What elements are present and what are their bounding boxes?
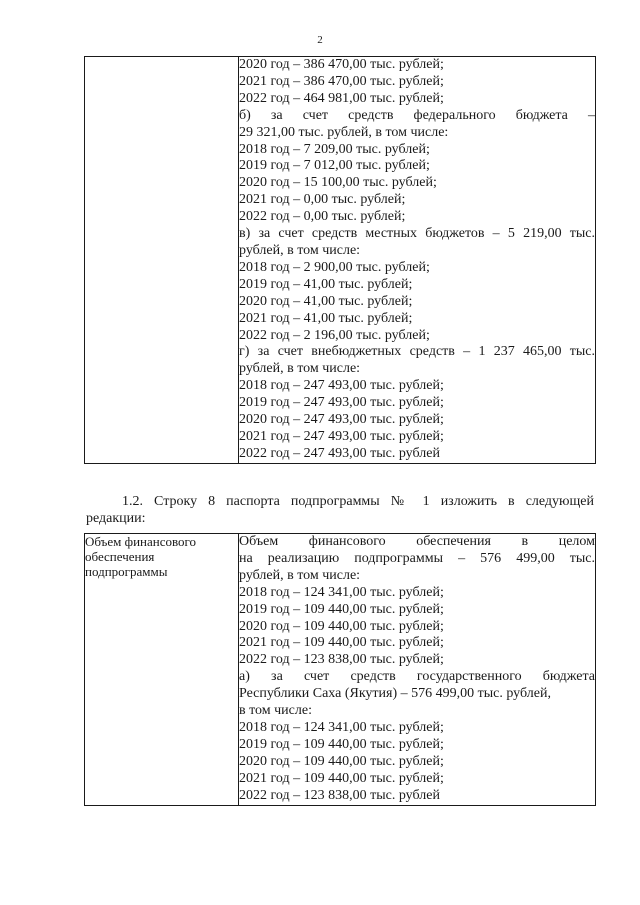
funding-line: рублей, в том числе: [239,242,361,258]
funding-line: 2022 год – 2 196,00 тыс. рублей; [239,327,430,343]
funding-line: 2020 год – 41,00 тыс. рублей; [239,293,413,309]
funding-line: 2020 год – 109 440,00 тыс. рублей; [239,753,444,769]
funding-line: 2020 год – 109 440,00 тыс. рублей; [239,618,444,634]
funding-details-cell [239,534,596,806]
funding-line: 2019 год – 247 493,00 тыс. рублей; [239,395,444,411]
funding-line: 2022 год – 247 493,00 тыс. рублей [239,445,440,461]
funding-line: Объем финансового обеспечения в целом [239,534,595,549]
funding-line: рублей, в том числе: [239,567,361,583]
funding-line: в) за счет средств местных бюджетов – 5 219,00 тыс. [239,226,595,242]
amendment-paragraph [86,493,594,527]
funding-line: 2022 год – 464 981,00 тыс. рублей; [239,90,444,106]
funding-details-cell [239,57,596,464]
funding-line: 2018 год – 2 900,00 тыс. рублей; [239,259,430,275]
funding-line: 2021 год – 109 440,00 тыс. рублей; [239,635,444,651]
amendment-line-1: 1.2. Строку 8 паспорта подпрограммы № 1 изложить в следующей [122,494,594,509]
funding-line: Республики Саха (Якутия) – 576 499,00 тыс. рублей, [239,686,551,702]
funding-line: в том числе: [239,703,312,719]
page-number: 2 [317,34,323,46]
funding-line: 2022 год – 0,00 тыс. рублей; [239,209,406,225]
table-row [85,534,596,806]
funding-line: 2021 год – 41,00 тыс. рублей; [239,310,413,326]
funding-line: 2021 год – 386 470,00 тыс. рублей; [239,73,444,89]
funding-line: 29 321,00 тыс. рублей, в том числе: [239,124,449,140]
funding-line: 2018 год – 124 341,00 тыс. рублей; [239,719,444,735]
funding-line: 2018 год – 124 341,00 тыс. рублей; [239,584,444,600]
funding-line: 2021 год – 109 440,00 тыс. рублей; [239,770,444,786]
label-cell-empty [85,57,239,464]
funding-table-continued [84,56,596,464]
funding-line: 2019 год – 7 012,00 тыс. рублей; [239,158,430,174]
funding-line: 2022 год – 123 838,00 тыс. рублей [239,787,440,803]
funding-line: 2018 год – 7 209,00 тыс. рублей; [239,141,430,157]
funding-line: 2020 год – 386 470,00 тыс. рублей; [239,57,444,72]
table-row [85,57,596,464]
funding-line: 2019 год – 109 440,00 тыс. рублей; [239,736,444,752]
funding-label-cell: Объем финансового обеспечения подпрограммы [85,534,239,806]
subprogram-funding-table [84,533,596,806]
funding-line: а) за счет средств государственного бюджета [239,669,595,685]
amendment-line-2: редакции: [86,511,146,526]
funding-line: рублей, в том числе: [239,361,361,377]
funding-line: 2018 год – 247 493,00 тыс. рублей; [239,378,444,394]
funding-line: 2019 год – 109 440,00 тыс. рублей; [239,601,444,617]
funding-line: 2021 год – 0,00 тыс. рублей; [239,192,406,208]
funding-line: на реализацию подпрограммы – 576 499,00 тыс. [239,550,595,566]
funding-line: 2022 год – 123 838,00 тыс. рублей; [239,652,444,668]
funding-line: г) за счет внебюджетных средств – 1 237 465,00 тыс. [239,344,595,360]
funding-line: б) за счет средств федерального бюджета – [239,107,595,123]
funding-line: 2019 год – 41,00 тыс. рублей; [239,276,413,292]
funding-line: 2020 год – 247 493,00 тыс. рублей; [239,412,444,428]
funding-line: 2021 год – 247 493,00 тыс. рублей; [239,428,444,444]
funding-line: 2020 год – 15 100,00 тыс. рублей; [239,175,437,191]
